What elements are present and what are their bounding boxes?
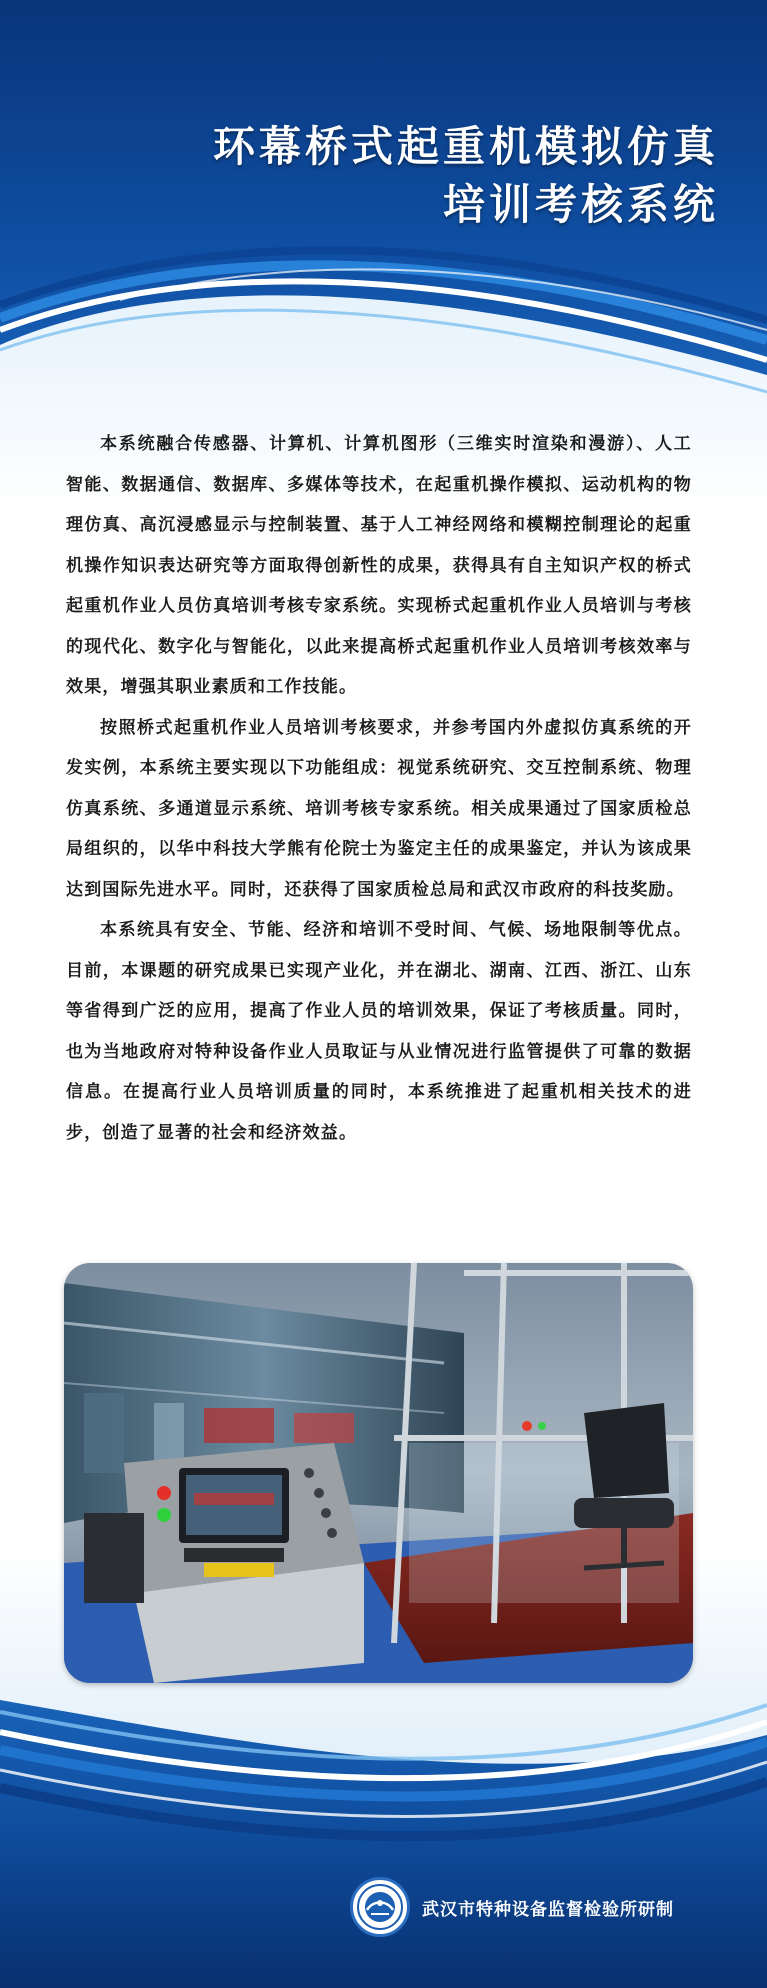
simulator-photo [64, 1263, 693, 1683]
emblem-logo-graphic [355, 1882, 405, 1932]
body-text [66, 424, 692, 1153]
simulator-photo-illustration [64, 1263, 693, 1683]
paragraph-3: 本系统具有安全、节能、经济和培训不受时间、气候、场地限制等优点。目前，本课题的研究成果已实现产业化，并在湖北、湖南、江西、浙江、山东等省得到广泛的应用，提高了作业人员的培训效果，保证了考核质量。同时，也为当地政府对特种设备作业人员取证与从业情况进行监管提供了可靠的数据信息。在提高行业人员培训质量的同时，本系统推进了起重机相关技术的进步，创造了显著的社会和经济效益。 [66, 920, 692, 1143]
page-title [213, 118, 719, 234]
paragraph-1: 本系统融合传感器、计算机、计算机图形（三维实时渲染和漫游）、人工智能、数据通信、数据库、多媒体等技术，在起重机操作模拟、运动机构的物理仿真、高沉浸感显示与控制装置、基于人工神经网络和模糊控制理论的起重机操作知识表达研究等方面取得创新性的成果，获得具有自主知识产权的桥式起重机作业人员仿真培训考核专家系统。实现桥式起重机作业人员培训与考核的现代化、数字化与智能化，以此来提高桥式起重机作业人员培训考核效率与效果，增强其职业素质和工作技能。 [66, 434, 692, 697]
title-line-1: 环幕桥式起重机模拟仿真 [212, 122, 719, 171]
footer-org-name: 武汉市特种设备监督检验所研制 [422, 1899, 674, 1920]
footer [350, 1876, 674, 1938]
emblem-logo-icon [350, 1877, 410, 1937]
title-line-2: 培训考核系统 [442, 180, 719, 229]
paragraph-2: 按照桥式起重机作业人员培训考核要求，并参考国内外虚拟仿真系统的开发实例，本系统主要实现以下功能组成：视觉系统研究、交互控制系统、物理仿真系统、多通道显示系统、培训考核专家系统。相关成果通过了国家质检总局组织的，以华中科技大学熊有伦院士为鉴定主任的成果鉴定，并认为该成果达到国际先进水平。同时，还获得了国家质检总局和武汉市政府的科技奖励。 [66, 717, 692, 900]
